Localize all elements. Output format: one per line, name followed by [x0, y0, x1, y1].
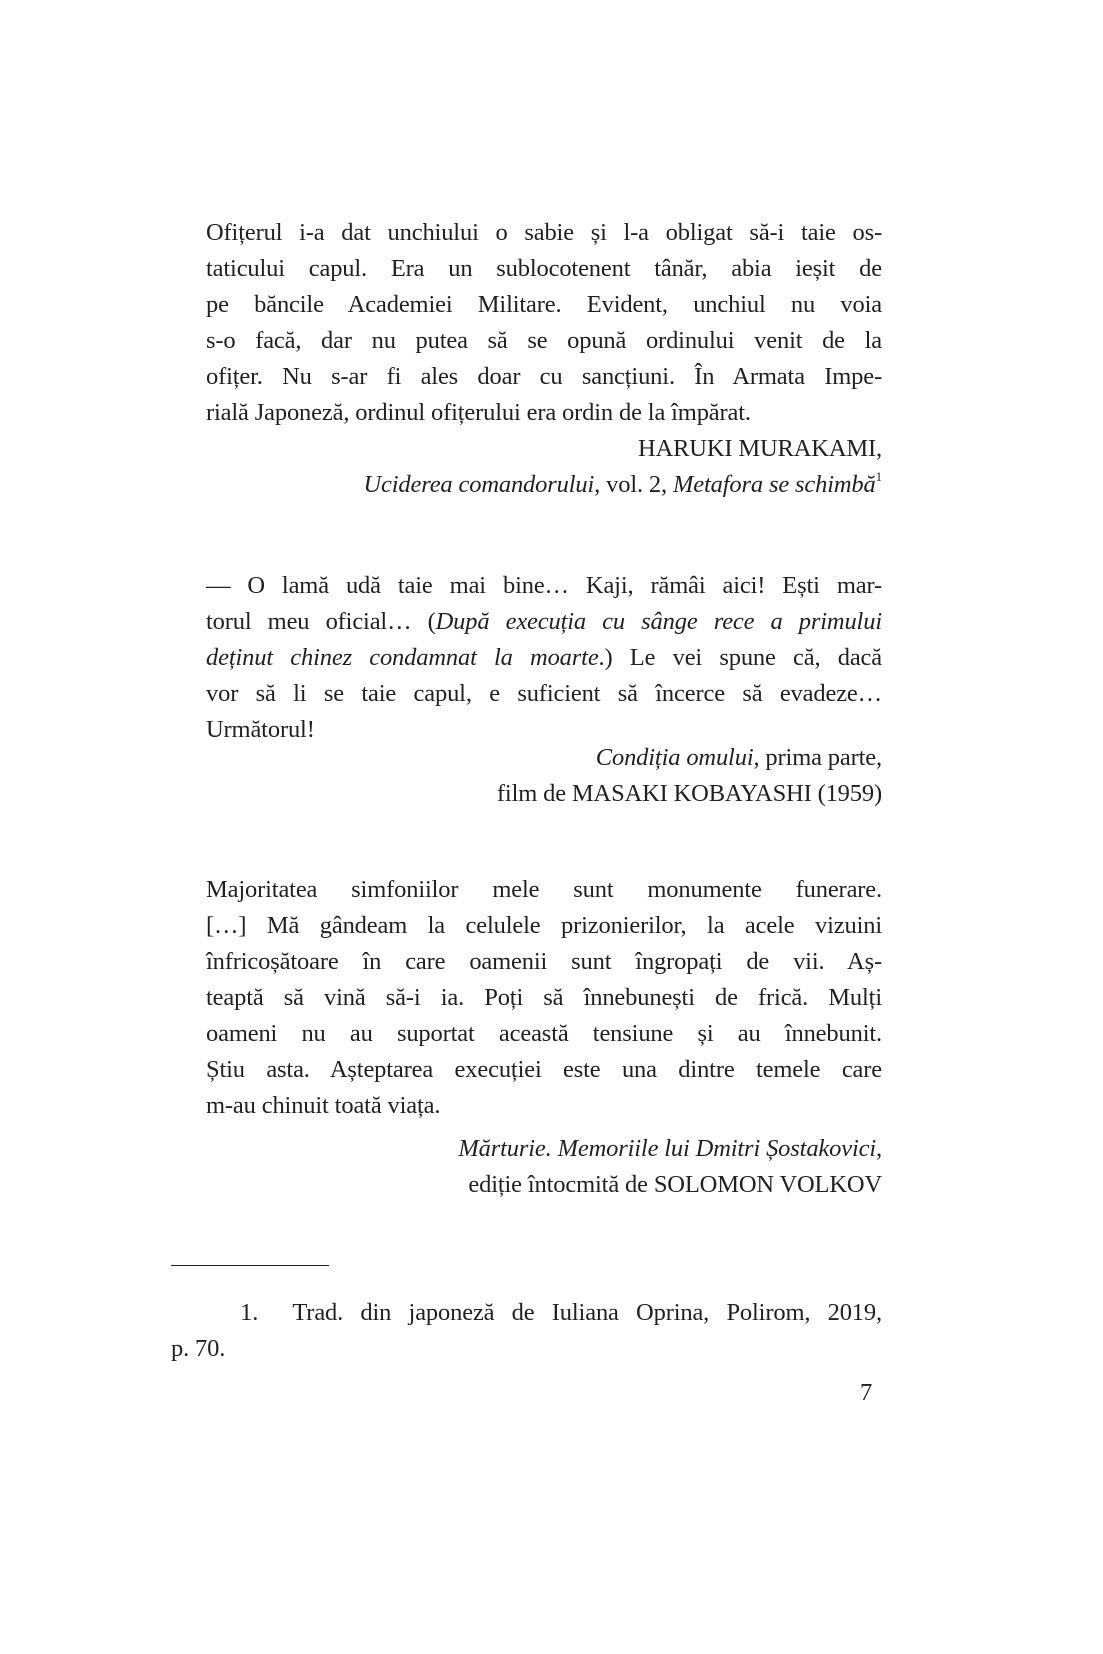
text-segment: taticului capul. Era un sublocotenent tânăr, abia ieșit de — [206, 255, 882, 282]
footnote-separator — [171, 1265, 329, 1266]
text-segment: Majoritatea simfoniilor mele sunt monumente funerare. — [206, 876, 882, 903]
text-line — [206, 604, 882, 640]
text-line — [206, 1088, 882, 1124]
text-line — [206, 395, 882, 431]
attribution-line — [206, 1167, 882, 1203]
text-line — [206, 568, 882, 604]
text-segment: p. 70. — [171, 1335, 226, 1362]
text-segment: HARUKI MURAKAMI, — [638, 435, 882, 462]
text-line — [206, 251, 882, 287]
text-segment: […] Mă gândeam la celulele prizonierilor, la acele vizuini — [206, 912, 882, 939]
text-segment: Condiția omului — [595, 744, 754, 771]
text-segment: Știu asta. Așteptarea execuției este una dintre temele care — [206, 1056, 882, 1083]
text-segment: .) Le vei spune că, dacă — [598, 644, 882, 671]
text-line — [206, 872, 882, 908]
text-segment: 1. Trad. din japoneză de Iuliana Oprina, Polirom, 2019, — [171, 1299, 882, 1326]
text-line — [206, 1052, 882, 1088]
footnote-reference: 1 — [875, 469, 882, 484]
text-segment: teaptă să vină să-i ia. Poți să înnebunești de frică. Mulți — [206, 984, 882, 1011]
text-line — [206, 215, 882, 251]
text-line — [206, 359, 882, 395]
text-segment: După execuția cu sânge rece a primului — [435, 608, 882, 635]
attribution-line — [206, 1131, 882, 1167]
text-segment: m-au chinuit toată viața. — [206, 1092, 441, 1119]
text-segment: — O lamă udă taie mai bine… Kaji, rămâi aici! Ești mar- — [206, 572, 882, 599]
text-segment: torul meu oficial… ( — [206, 608, 436, 635]
text-segment: rială Japoneză, ordinul ofițerului era ordin de la împărat. — [206, 399, 751, 426]
text-line — [206, 676, 882, 712]
text-segment: deținut chinez condamnat la moarte — [206, 644, 599, 671]
text-line — [206, 640, 882, 676]
text-segment: Ofițerul i-a dat unchiului o sabie și l-a obligat să-i taie os- — [206, 219, 882, 246]
footnote-line — [171, 1331, 882, 1367]
attribution-line — [206, 740, 882, 776]
attribution-line — [206, 776, 882, 812]
text-segment: Uciderea comandorului — [363, 471, 595, 498]
page-number: 7 — [860, 1379, 873, 1406]
text-segment: Mărturie. Memoriile lui Dmitri Șostakovici — [458, 1135, 877, 1162]
text-segment: înfricoșătoare în care oamenii sunt îngropați de vii. Aș- — [206, 948, 882, 975]
text-segment: Metafora se schimbă — [672, 471, 876, 498]
attribution-line — [206, 467, 882, 503]
text-line — [206, 323, 882, 359]
text-segment: vor să li se taie capul, e suficient să încerce să evadeze… — [206, 680, 882, 707]
attribution-line — [206, 431, 882, 467]
text-segment: , vol. 2, — [594, 471, 673, 498]
text-segment: pe băncile Academiei Militare. Evident, unchiul nu voia — [206, 291, 882, 318]
text-segment: , prima parte, — [753, 744, 882, 771]
text-segment: Următorul! — [206, 716, 315, 743]
text-segment: film de MASAKI KOBAYASHI (1959) — [496, 780, 882, 807]
text-line — [206, 1016, 882, 1052]
text-segment: oameni nu au suportat această tensiune și au înnebunit. — [206, 1020, 882, 1047]
text-segment: , — [876, 1135, 882, 1162]
text-line — [206, 908, 882, 944]
text-segment: ediție întocmită de SOLOMON VOLKOV — [468, 1171, 882, 1198]
text-segment: ofițer. Nu s-ar fi ales doar cu sancțiuni. În Armata Impe- — [206, 363, 882, 390]
text-line — [206, 944, 882, 980]
text-line — [206, 980, 882, 1016]
text-line — [206, 287, 882, 323]
footnote-line — [171, 1295, 882, 1331]
text-segment: s-o facă, dar nu putea să se opună ordinului venit de la — [206, 327, 882, 354]
